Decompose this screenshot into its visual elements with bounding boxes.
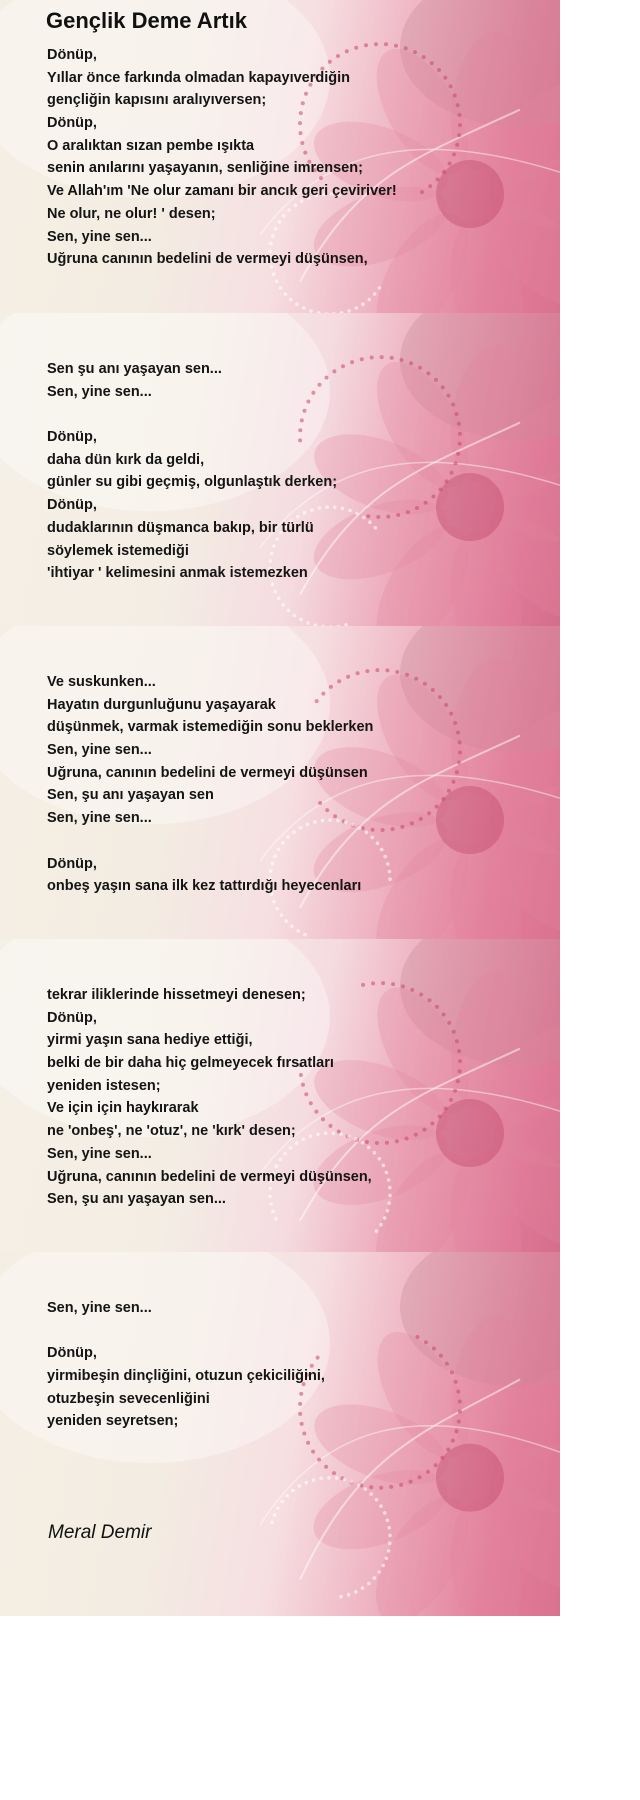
poem-line: Yıllar önce farkında olmadan kapayıverdiğin [47,69,350,86]
poem-line: Sen, yine sen... [47,228,152,245]
poem-line: Dönüp, [47,47,97,63]
poem-line: Uğruna, canının bedelini de vermeyi düşünsen [47,764,368,781]
poem-line: günler su gibi geçmiş, olgunlaştık derken; [47,474,338,491]
poem-line: Uğruna canının bedelini de vermeyi düşünsen, [47,251,368,268]
poem-line: Sen, yine sen... [47,383,152,400]
poem-line: söylemek istemediği [47,542,189,559]
poem-line: 'ihtiyar ' kelimesini anmak istemezken [47,565,308,582]
poem-line: Uğruna, canının bedelini de vermeyi düşünsen, [47,1168,372,1185]
poem-line: yirmibeşin dinçliğini, otuzun çekiciliğini, [47,1368,325,1385]
poem-line: yirmi yaşın sana hediye ettiği, [47,1032,253,1049]
poem-line: Dönüp, [47,429,97,446]
poem-line: Ve için için haykırarak [47,1100,199,1117]
poem-line: yeniden istesen; [47,1077,161,1094]
poem-stanza [47,358,337,585]
poem-line: gençliğin kapısını aralıyıversen; [47,92,267,109]
poem-line: Dönüp, [47,115,97,132]
poem-line [47,830,373,853]
poem-stanza [47,671,373,898]
poem-line: daha dün kırk da geldi, [47,451,205,468]
poem-line: Hayatın durgunluğunu yaşayarak [47,696,276,713]
poem-line: Sen, şu anı yaşayan sen [47,787,214,804]
poem-line: ne 'onbeş', ne 'otuz', ne 'kırk' desen; [47,1123,296,1140]
poem-author: Meral Demir [48,1522,152,1543]
poem-line: Sen, yine sen... [47,810,152,827]
poem-stanza [47,44,397,271]
poem-line: Ve Allah'ım 'Ne olur zamanı bir ancık geri çeviriver! [47,183,397,200]
poem-title: Gençlik Deme Artık [46,8,247,33]
poem-line: düşünmek, varmak istemediğin sonu beklerken [47,719,374,736]
poem-panel [0,0,560,313]
poem-line: Sen, şu anı yaşayan sen... [47,1191,226,1208]
poem-line: Dönüp, [47,855,97,872]
poem-line: Dönüp, [47,1009,97,1026]
poem-line: yeniden seyretsen; [47,1413,179,1430]
poem-panel [0,626,560,939]
poem-panel [0,939,560,1252]
poem-line: otuzbeşin sevecenliğini [47,1390,210,1407]
poem-line: Ne olur, ne olur! ' desen; [47,205,216,222]
poem-line: Sen şu anı yaşayan sen... [47,361,222,377]
poem-line: senin anılarını yaşayanın, senliğine imrensen; [47,160,363,177]
poem-stanza [47,984,372,1211]
poem-line: O aralıktan sızan pembe ışıkta [47,137,255,154]
poem-line: Sen, yine sen... [47,1300,152,1316]
poem-line: Dönüp, [47,497,97,514]
poem-line [47,403,337,426]
poem-line: tekrar iliklerinde hissetmeyi denesen; [47,987,306,1003]
poem-line: belki de bir daha hiç gelmeyecek fırsatları [47,1055,334,1072]
poem-line [47,1320,325,1343]
poem-line: Sen, yine sen... [47,742,152,759]
poem-line: Dönüp, [47,1345,97,1362]
poem-line: Ve suskunken... [47,674,156,690]
poem-line: onbeş yaşın sana ilk kez tattırdığı heyecenları [47,878,362,895]
poem-line: Sen, yine sen... [47,1145,152,1162]
poem-line: dudaklarının düşmanca bakıp, bir türlü [47,519,314,536]
poem-stanza [47,1297,325,1433]
poem-panel [0,1252,560,1616]
poem-panel [0,313,560,626]
